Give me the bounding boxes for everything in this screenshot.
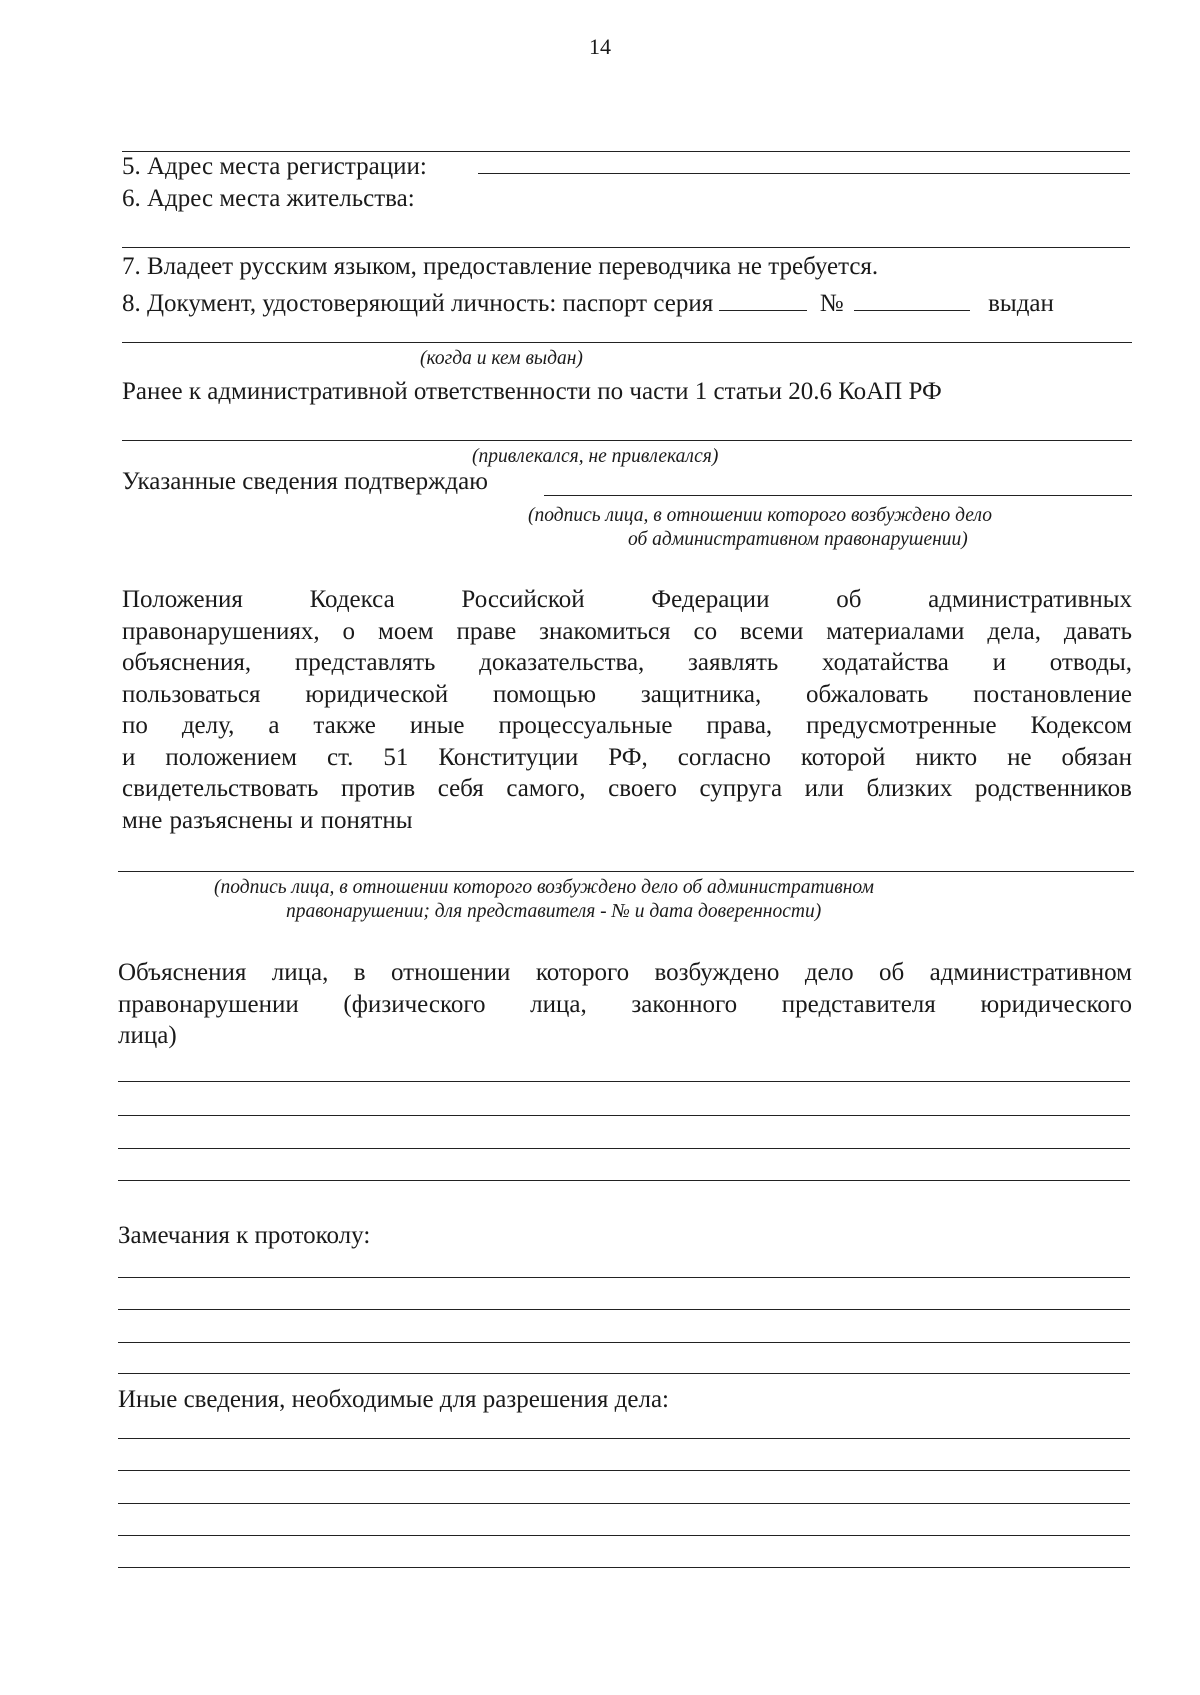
previously-text: Ранее к административной ответственности по части 1 статьи 20.6 КоАП РФ	[122, 378, 942, 405]
residence-address-field[interactable]	[122, 247, 1130, 248]
paragraph-line: по делу, а также иные процессуальные права, предусмотренные Кодексом	[122, 712, 1132, 739]
issued-by-caption: (когда и кем выдан)	[420, 348, 583, 369]
remarks-line[interactable]	[118, 1373, 1130, 1374]
remarks-line[interactable]	[118, 1342, 1130, 1343]
explanation-line[interactable]	[118, 1081, 1130, 1082]
passport-number-field[interactable]	[854, 288, 970, 311]
paragraph-line: правонарушениях, о моем праве знакомиться со всеми материалами дела, давать	[122, 617, 1132, 645]
issued-label: выдан	[988, 290, 1054, 317]
explanation-line[interactable]	[118, 1180, 1130, 1181]
paragraph-line: объяснения, представлять доказательства, заявлять ходатайства и отводы,	[122, 649, 1132, 676]
explanation-line[interactable]	[118, 1148, 1130, 1149]
item-5-label: 5. Адрес места регистрации:	[122, 153, 427, 180]
paragraph-line: Объяснения лица, в отношении которого возбуждено дело об административном	[118, 959, 1132, 986]
signature-caption-line-1: (подпись лица, в отношении которого возбуждено дело	[528, 505, 992, 526]
paragraph-line: лица)	[118, 1022, 177, 1049]
paragraph-line: пользоваться юридической помощью защитника, обжаловать постановление	[122, 680, 1132, 708]
explanation-line[interactable]	[118, 1115, 1130, 1116]
explanations-paragraph	[118, 957, 1132, 1052]
item-8-row	[122, 288, 1054, 319]
previously-field[interactable]	[122, 440, 1132, 441]
paragraph-line: правонарушении (физического лица, законного представителя юридического	[118, 990, 1132, 1018]
passport-series-field[interactable]	[719, 288, 807, 311]
remarks-line[interactable]	[118, 1277, 1130, 1278]
paragraph-line: и положением ст. 51 Конституции РФ, согласно которой никто не обязан	[122, 743, 1132, 771]
other-info-line[interactable]	[118, 1503, 1130, 1504]
other-info-line[interactable]	[118, 1535, 1130, 1536]
paragraph-line: Положения Кодекса Российской Федерации об административных	[122, 586, 1132, 613]
item-8-label: 8. Документ, удостоверяющий личность: паспорт серия	[122, 290, 714, 317]
other-info-line[interactable]	[118, 1470, 1130, 1471]
other-info-label: Иные сведения, необходимые для разрешения дела:	[118, 1386, 670, 1413]
remarks-label: Замечания к протоколу:	[118, 1222, 371, 1249]
remarks-line[interactable]	[118, 1309, 1130, 1310]
other-info-line[interactable]	[118, 1438, 1130, 1439]
paragraph-line: свидетельствовать против себя самого, своего супруга или близких родственников	[122, 775, 1132, 802]
previously-caption: (привлекался, не привлекался)	[472, 446, 719, 467]
rights-paragraph	[122, 584, 1132, 836]
item-6-label: 6. Адрес места жительства:	[122, 185, 415, 212]
rights-signature-field[interactable]	[118, 871, 1134, 872]
confirm-text: Указанные сведения подтверждаю	[122, 468, 488, 495]
rep-signature-caption-line-1: (подпись лица, в отношении которого возбуждено дело об административном	[214, 877, 874, 898]
other-info-line[interactable]	[118, 1567, 1130, 1568]
page-number: 14	[589, 34, 611, 59]
rep-signature-caption-line-2: правонарушении; для представителя - № и дата доверенности)	[286, 901, 822, 922]
number-sign: №	[819, 290, 844, 317]
confirm-signature-field[interactable]	[544, 495, 1132, 496]
issued-by-field[interactable]	[122, 342, 1132, 343]
paragraph-line: мне разъяснены и понятны	[122, 806, 413, 834]
registration-address-field[interactable]	[478, 173, 1130, 174]
signature-caption-line-2: об административном правонарушении)	[628, 529, 968, 550]
item-7-text: 7. Владеет русским языком, предоставление переводчика не требуется.	[122, 253, 879, 280]
